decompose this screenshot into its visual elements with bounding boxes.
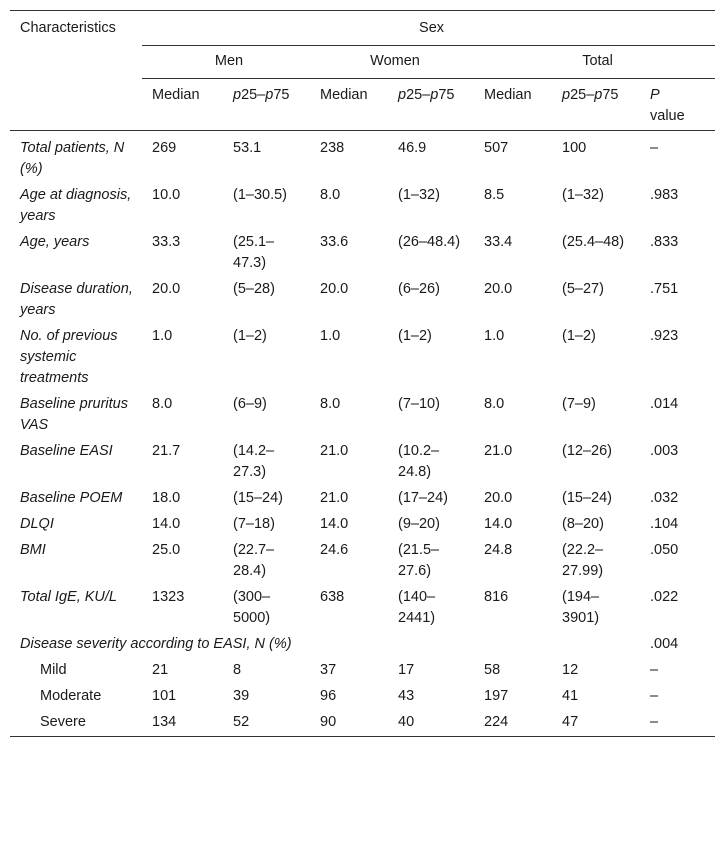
cell-men-iqr: (7–18): [233, 516, 275, 532]
cell-men-med: 18.0: [152, 490, 181, 506]
row-label: Total patients, N (%): [20, 140, 125, 177]
table-row: [10, 486, 715, 512]
cell-total-iqr: (7–9): [562, 396, 596, 412]
cell-men-med: 21: [152, 662, 169, 678]
table-row: [10, 277, 715, 324]
cell-women-iqr: (7–10): [398, 396, 440, 412]
cell-total-med: 21.0: [484, 443, 513, 459]
cell-total-med: 14.0: [484, 516, 513, 532]
table-row: [10, 324, 715, 392]
cell-women-iqr: 17: [398, 662, 415, 678]
row-label: Disease duration, years: [20, 281, 133, 318]
cell-p: .833: [650, 234, 679, 250]
header-women-median: Median: [320, 87, 368, 103]
row-label: No. of previous systemic treatments: [20, 328, 118, 386]
cell-women-iqr: 40: [398, 714, 415, 730]
cell-women-med: 21.0: [320, 490, 349, 506]
cell-women-iqr: 46.9: [398, 140, 427, 156]
header-men-iqr: [223, 79, 310, 131]
severity-row: [10, 684, 715, 710]
table-row: [10, 392, 715, 439]
cell-men-iqr: (22.7–28.4): [233, 542, 275, 579]
cell-total-iqr: 47: [562, 714, 579, 730]
cell-men-med: 1.0: [152, 328, 173, 344]
cell-total-iqr: (22.2–27.99): [562, 542, 604, 579]
row-label: BMI: [20, 542, 46, 558]
cell-men-med: 1323: [152, 589, 185, 605]
header-p-d: 75: [273, 87, 290, 103]
header-p-letter: P: [650, 87, 660, 103]
table-row: [10, 585, 715, 632]
header-p-d: 75: [438, 87, 455, 103]
cell-women-iqr: (1–2): [398, 328, 432, 344]
severity-row: [10, 658, 715, 684]
header-total-iqr: [552, 79, 640, 131]
cell-men-med: 20.0: [152, 281, 181, 297]
header-value-word: value: [650, 108, 685, 124]
cell-women-med: 1.0: [320, 328, 341, 344]
row-label: Baseline pruritus VAS: [20, 396, 128, 433]
row-label: Age at diagnosis, years: [20, 187, 132, 224]
cell-p: .003: [650, 443, 679, 459]
header-p-c: p: [430, 87, 439, 103]
cell-women-med: 638: [320, 589, 345, 605]
cell-total-iqr: (25.4–48): [562, 234, 625, 250]
cell-total-iqr: 41: [562, 688, 579, 704]
cell-p: –: [650, 140, 659, 156]
row-label: DLQI: [20, 516, 54, 532]
header-p-value: [640, 79, 715, 131]
header-characteristics: Characteristics: [20, 20, 116, 36]
cell-men-iqr: (6–9): [233, 396, 267, 412]
cell-men-iqr: (1–2): [233, 328, 267, 344]
cell-total-iqr: (15–24): [562, 490, 612, 506]
cell-women-med: 96: [320, 688, 337, 704]
cell-women-iqr: (1–32): [398, 187, 440, 203]
cell-women-iqr: (9–20): [398, 516, 440, 532]
header-women-iqr: [388, 79, 474, 131]
cell-total-iqr: (8–20): [562, 516, 604, 532]
cell-men-iqr: (300–5000): [233, 589, 271, 626]
header-p-a: p: [398, 87, 407, 103]
cell-women-med: 238: [320, 140, 345, 156]
header-p-c: p: [594, 87, 603, 103]
cell-men-iqr: 52: [233, 714, 250, 730]
cell-men-iqr: 8: [233, 662, 242, 678]
cell-men-iqr: (5–28): [233, 281, 275, 297]
severity-row-label: Moderate: [40, 688, 102, 704]
cell-total-iqr: (5–27): [562, 281, 604, 297]
cell-total-med: 1.0: [484, 328, 505, 344]
header-p-d: 75: [602, 87, 619, 103]
cell-men-med: 21.7: [152, 443, 181, 459]
cell-men-iqr: (25.1–47.3): [233, 234, 275, 271]
cell-total-med: 24.8: [484, 542, 513, 558]
table-row: [10, 131, 715, 184]
header-p-a: p: [233, 87, 242, 103]
cell-women-med: 14.0: [320, 516, 349, 532]
cell-women-iqr: (21.5–27.6): [398, 542, 440, 579]
cell-women-med: 8.0: [320, 396, 341, 412]
characteristics-table: [10, 10, 715, 737]
cell-men-med: 10.0: [152, 187, 181, 203]
cell-p: .050: [650, 542, 679, 558]
cell-p: .014: [650, 396, 679, 412]
cell-women-iqr: (17–24): [398, 490, 448, 506]
table-body: [10, 131, 715, 737]
header-p-a: p: [562, 87, 571, 103]
cell-women-med: 24.6: [320, 542, 349, 558]
cell-women-iqr: (6–26): [398, 281, 440, 297]
header-p-b: 25–: [570, 87, 595, 103]
cell-men-med: 25.0: [152, 542, 181, 558]
table-row: [10, 183, 715, 230]
cell-p: .032: [650, 490, 679, 506]
cell-p: .923: [650, 328, 679, 344]
table-row: [10, 230, 715, 277]
severity-p-value: .004: [650, 636, 679, 652]
cell-p: .751: [650, 281, 679, 297]
cell-total-iqr: (194–3901): [562, 589, 600, 626]
cell-p: –: [650, 688, 659, 704]
cell-total-med: 224: [484, 714, 509, 730]
table-header: [10, 11, 715, 131]
header-sex: Sex: [142, 11, 715, 46]
cell-men-med: 8.0: [152, 396, 173, 412]
cell-total-med: 20.0: [484, 490, 513, 506]
cell-men-iqr: (1–30.5): [233, 187, 288, 203]
cell-total-iqr: (1–32): [562, 187, 604, 203]
cell-women-med: 20.0: [320, 281, 349, 297]
cell-total-med: 8.0: [484, 396, 505, 412]
row-label: Baseline EASI: [20, 443, 113, 459]
table-row: [10, 439, 715, 486]
header-total-median: Median: [484, 87, 532, 103]
severity-heading-row: [10, 632, 715, 658]
cell-total-iqr: (1–2): [562, 328, 596, 344]
header-p-c: p: [265, 87, 274, 103]
cell-women-med: 8.0: [320, 187, 341, 203]
cell-total-iqr: 12: [562, 662, 579, 678]
header-women: Women: [310, 46, 474, 79]
cell-men-med: 134: [152, 714, 177, 730]
cell-men-iqr: 39: [233, 688, 250, 704]
cell-men-med: 101: [152, 688, 177, 704]
cell-total-med: 20.0: [484, 281, 513, 297]
cell-men-med: 33.3: [152, 234, 181, 250]
header-p-b: 25–: [406, 87, 431, 103]
table-row: [10, 512, 715, 538]
cell-women-iqr: (140–2441): [398, 589, 436, 626]
cell-total-iqr: (12–26): [562, 443, 612, 459]
cell-total-med: 507: [484, 140, 509, 156]
cell-total-med: 816: [484, 589, 509, 605]
cell-total-med: 58: [484, 662, 501, 678]
cell-men-med: 269: [152, 140, 177, 156]
cell-p: .104: [650, 516, 679, 532]
row-label: Age, years: [20, 234, 90, 250]
severity-row-label: Severe: [40, 714, 86, 730]
row-label: Total IgE, KU/L: [20, 589, 117, 605]
cell-p: –: [650, 714, 659, 730]
cell-p: –: [650, 662, 659, 678]
cell-total-med: 197: [484, 688, 509, 704]
table-row: [10, 538, 715, 585]
cell-total-med: 33.4: [484, 234, 513, 250]
cell-women-iqr: (10.2–24.8): [398, 443, 440, 480]
severity-row-label: Mild: [40, 662, 67, 678]
cell-men-iqr: (14.2–27.3): [233, 443, 275, 480]
header-men-median: Median: [152, 87, 200, 103]
cell-total-iqr: 100: [562, 140, 587, 156]
severity-row: [10, 710, 715, 737]
cell-men-iqr: (15–24): [233, 490, 283, 506]
header-p-b: 25–: [241, 87, 266, 103]
cell-women-med: 21.0: [320, 443, 349, 459]
cell-women-med: 37: [320, 662, 337, 678]
cell-women-med: 90: [320, 714, 337, 730]
row-label: Baseline POEM: [20, 490, 123, 506]
cell-women-med: 33.6: [320, 234, 349, 250]
cell-total-med: 8.5: [484, 187, 505, 203]
cell-women-iqr: (26–48.4): [398, 234, 461, 250]
cell-women-iqr: 43: [398, 688, 415, 704]
header-total: Total: [474, 46, 715, 79]
header-men: Men: [142, 46, 310, 79]
severity-label: Disease severity according to EASI, N (%): [20, 636, 292, 652]
cell-men-iqr: 53.1: [233, 140, 262, 156]
cell-p: .983: [650, 187, 679, 203]
cell-p: .022: [650, 589, 679, 605]
cell-men-med: 14.0: [152, 516, 181, 532]
